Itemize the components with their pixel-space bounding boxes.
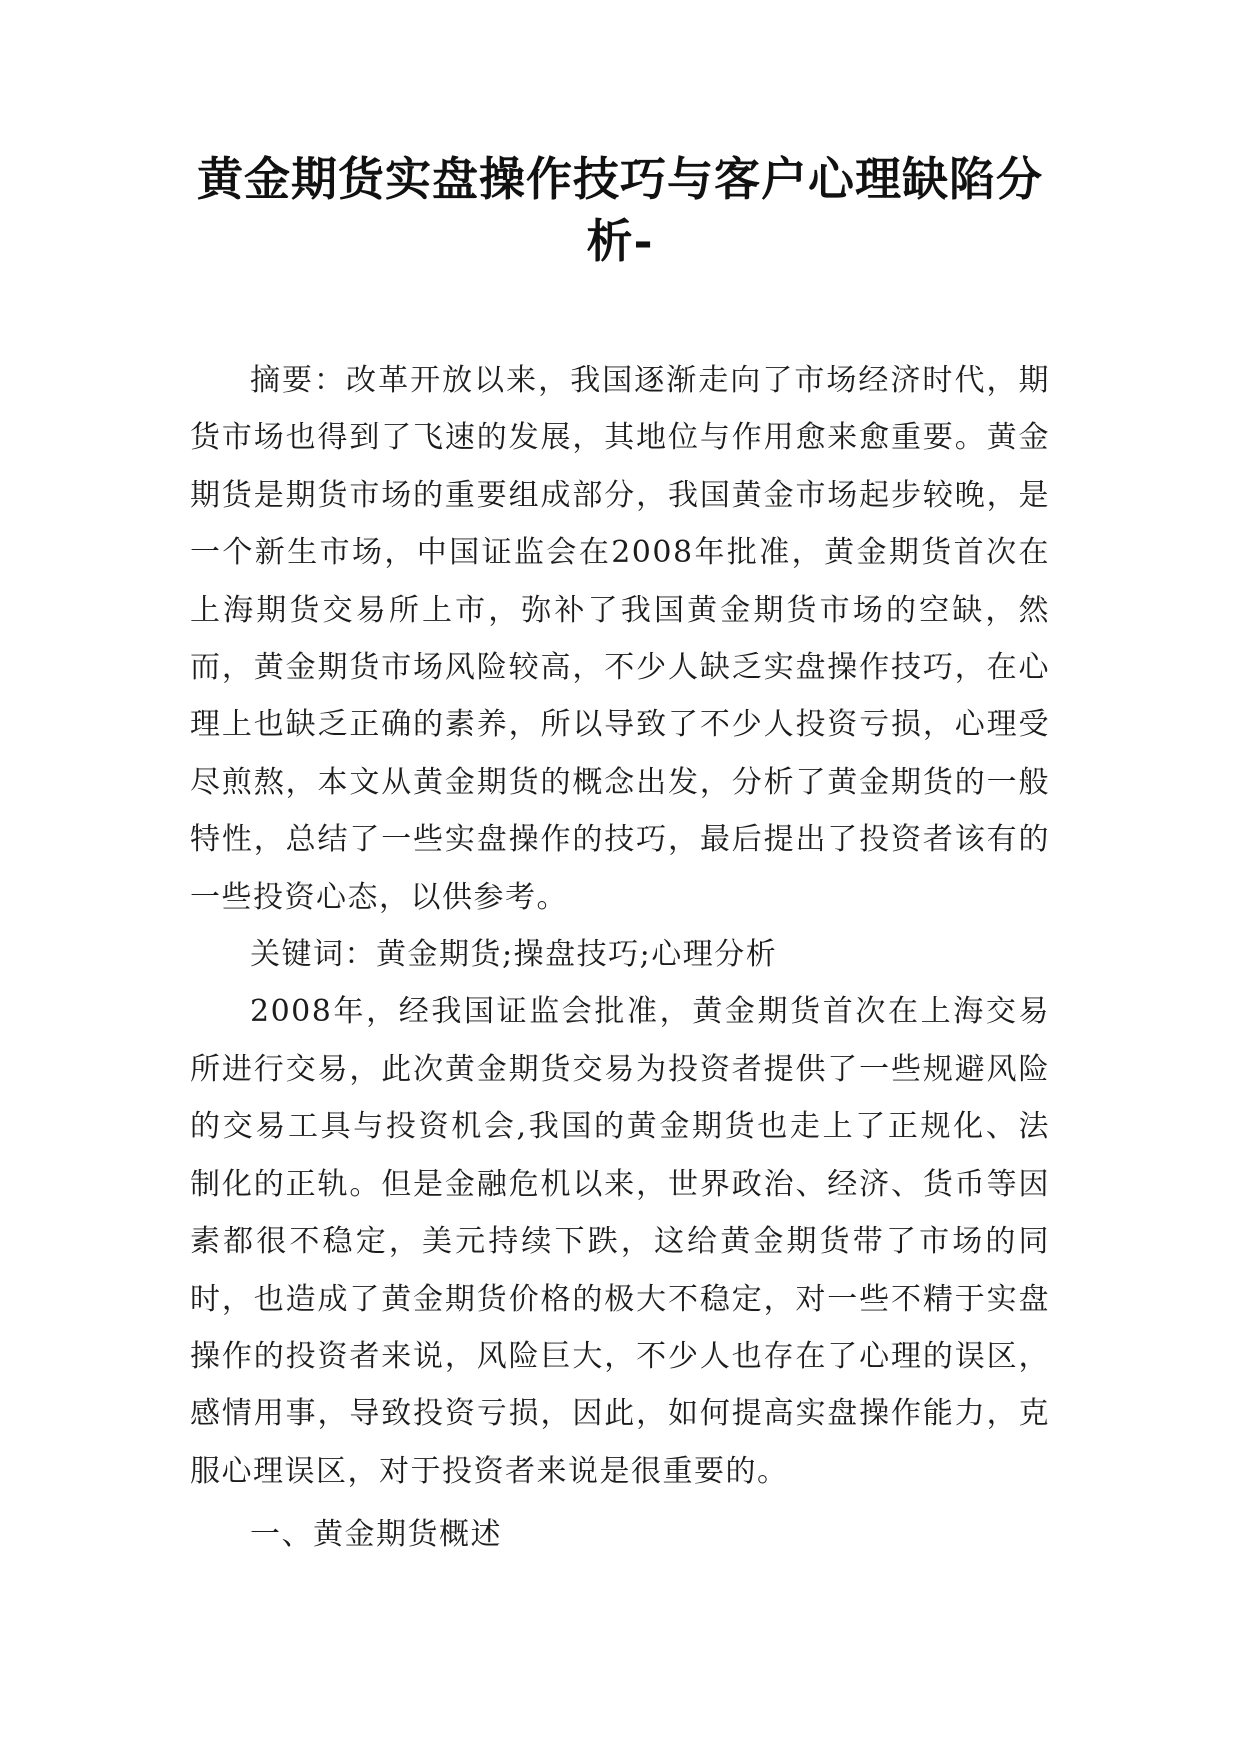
intro-paragraph: 2008年，经我国证监会批准，黄金期货首次在上海交易所进行交易，此次黄金期货交易为投资者提供了一些规避风险的交易工具与投资机会,我国的黄金期货也走上了正规化、法制化的正轨。但是金融危机以来，世界政治、经济、货币等因素都很不稳定，美元持续下跌，这给黄金期货带了市场的同时，也造成了黄金期货价格的极大不稳定，对一些不精于实盘操作的投资者来说，风险巨大，不少人也存在了心理的误区，感情用事，导致投资亏损，因此，如何提高实盘操作能力，克服心理误区，对于投资者来说是很重要的。 [190, 994, 1050, 1489]
document-body [190, 352, 1050, 1564]
keywords-line: 关键词：黄金期货;操盘技巧;心理分析 [250, 937, 778, 973]
document-title: 黄金期货实盘操作技巧与客户心理缺陷分析- [197, 152, 1043, 268]
section-heading: 一、黄金期货概述 [250, 1517, 502, 1553]
abstract-paragraph: 摘要：改革开放以来，我国逐渐走向了市场经济时代，期货市场也得到了飞速的发展，其地位与作用愈来愈重要。黄金期货是期货市场的重要组成部分，我国黄金市场起步较晚，是一个新生市场，中国证监会在2008年批准，黄金期货首次在上海期货交易所上市，弥补了我国黄金期货市场的空缺，然而，黄金期货市场风险较高，不少人缺乏实盘操作技巧，在心理上也缺乏正确的素养，所以导致了不少人投资亏损，心理受尽煎熬，本文从黄金期货的概念出发，分析了黄金期货的一般特性，总结了一些实盘操作的技巧，最后提出了投资者该有的一些投资心态，以供参考。 [190, 363, 1050, 915]
